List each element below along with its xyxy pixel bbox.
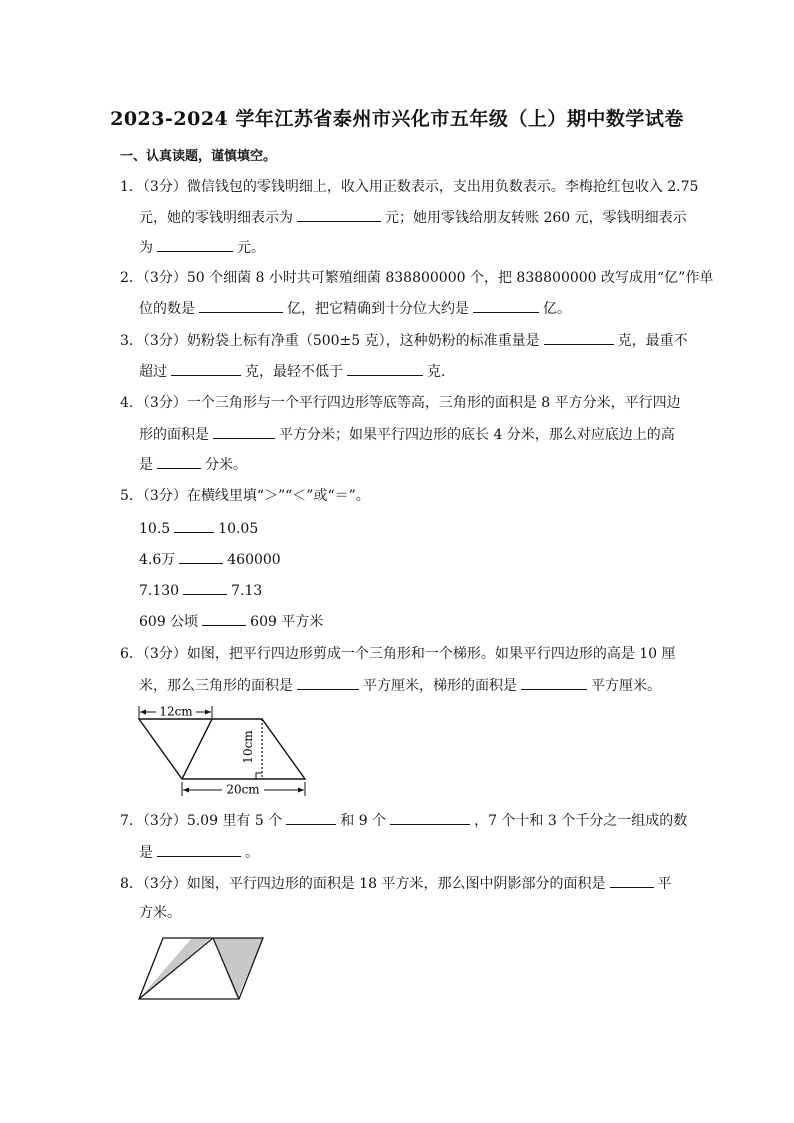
answer-blank[interactable]	[179, 549, 223, 564]
answer-blank[interactable]	[347, 361, 423, 376]
question-5-line-1: 5．（3分）在横线里填“＞”“＜”或“＝”。	[120, 488, 370, 504]
answer-blank[interactable]	[610, 873, 654, 888]
section-heading: 一、认真读题，谨慎填空。	[120, 149, 277, 164]
compare-item-2: 4.6万 460000	[139, 549, 281, 570]
question-1-line-1: 1．（3分）微信钱包的零钱明细上，收入用正数表示，支出用负数表示。李梅抢红包收入 2.75	[120, 179, 699, 195]
answer-blank[interactable]	[202, 611, 246, 626]
question-2-line-2: 位的数是 亿，把它精确到十分位大约是 亿。	[139, 298, 571, 319]
question-6-line-2: 米，那么三角形的面积是 平方厘米，梯形的面积是 平方厘米。	[139, 675, 661, 696]
answer-blank[interactable]	[157, 454, 201, 469]
question-7-line-2: 是 。	[139, 842, 259, 863]
shaded-parallelogram-figure	[135, 935, 267, 1003]
height-label: 10cm	[241, 730, 255, 764]
answer-blank[interactable]	[174, 518, 214, 533]
question-6-line-1: 6．（3分）如图，把平行四边形剪成一个三角形和一个梯形。如果平行四边形的高是 10 厘	[120, 646, 676, 662]
answer-blank[interactable]	[286, 810, 336, 825]
answer-blank[interactable]	[297, 207, 381, 222]
question-2-line-1: 2．（3分）50 个细菌 8 小时共可繁殖细菌 838800000 个，把 838800000 改写成用“亿”作单	[120, 270, 714, 286]
base-dimension-label: 20cm	[226, 782, 260, 797]
question-4-line-2: 形的面积是 平方分米；如果平行四边形的底长 4 分米，那么对应底边上的高	[139, 424, 675, 445]
answer-blank[interactable]	[213, 424, 275, 439]
question-3-line-1: 3．（3分）奶粉袋上标有净重（500±5 克），这种奶粉的标准重量是 克，最重不	[120, 330, 688, 351]
answer-blank[interactable]	[157, 842, 241, 857]
page-title: 2023-2024 学年江苏省泰州市兴化市五年级（上）期中数学试卷	[110, 108, 684, 130]
question-1-line-3: 为 元。	[139, 237, 265, 258]
question-8-line-1: 8．（3分）如图，平行四边形的面积是 18 平方米，那么图中阴影部分的面积是 平	[120, 873, 672, 894]
answer-blank[interactable]	[390, 810, 470, 825]
answer-blank[interactable]	[544, 330, 614, 345]
compare-item-4: 609 公顷 609 平方米	[139, 611, 323, 632]
question-3-line-2: 超过 克，最轻不低于 克．	[139, 361, 455, 382]
answer-blank[interactable]	[297, 675, 359, 690]
answer-blank[interactable]	[521, 675, 587, 690]
answer-blank[interactable]	[473, 298, 539, 313]
answer-blank[interactable]	[171, 361, 241, 376]
answer-blank[interactable]	[199, 298, 283, 313]
question-4-line-3: 是 分米。	[139, 454, 247, 475]
compare-item-3: 7.130 7.13	[139, 580, 262, 601]
answer-blank[interactable]	[183, 580, 227, 595]
answer-blank[interactable]	[157, 237, 233, 252]
parallelogram-cut-figure	[130, 700, 320, 802]
question-1-line-2: 元，她的零钱明细表示为 元；她用零钱给朋友转账 260 元，零钱明细表示	[139, 207, 687, 228]
top-dimension-label: 12cm	[159, 704, 193, 719]
question-7-line-1: 7．（3分）5.09 里有 5 个 和 9 个 ，7 个十和 3 个千分之一组成的数	[120, 810, 687, 831]
question-8-line-2: 方米。	[139, 905, 181, 921]
question-4-line-1: 4．（3分）一个三角形与一个平行四边形等底等高，三角形的面积是 8 平方分米，平行四边	[120, 395, 681, 411]
compare-item-1: 10.5 10.05	[139, 518, 258, 539]
